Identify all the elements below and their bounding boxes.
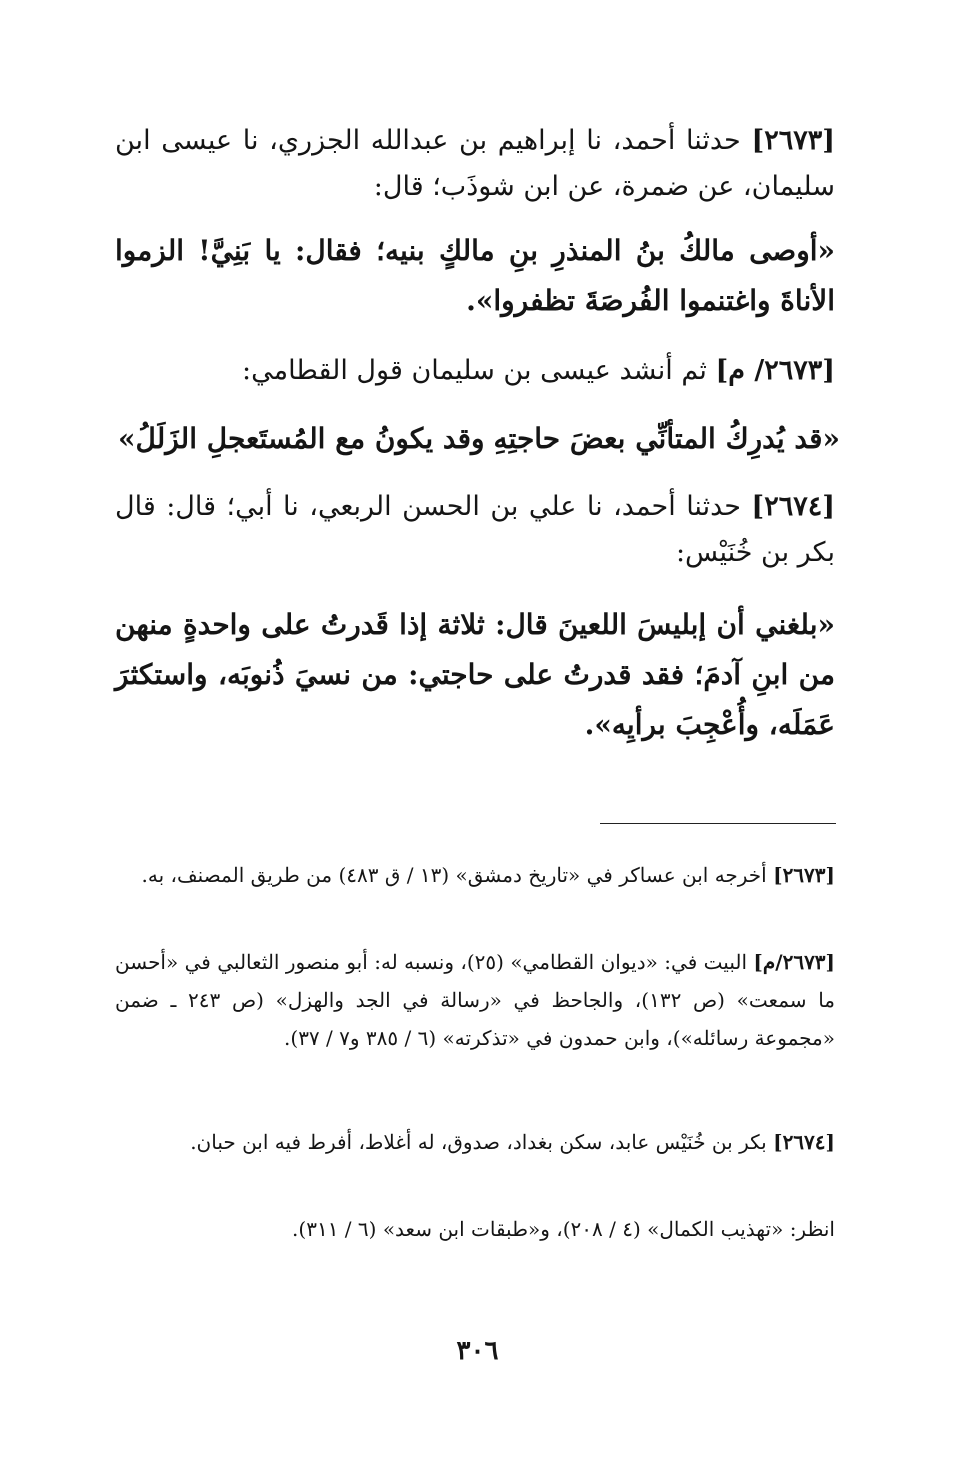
isnad-text: حدثنا أحمد، نا إبراهيم بن عبدالله الجزري، نا عيسى ابن سليمان، عن ضمرة، عن ابن شوذَب؛ قال:: [115, 125, 835, 202]
footnote-number: [٢٦٧٣]: [773, 863, 835, 887]
footnote-2674-refs: [115, 1210, 835, 1248]
quote-iblis: «بلغني أن إبليسَ اللعينَ قال: ثلاثة إذا قَدرتُ على واحدةٍ منهن من ابنِ آدمَ؛ فقد قدرتُ على حاجتي: من نسيَ ذُنوبَه، واستكثرَ عَمَلَه، وأُعْجِبَ برأيِه».: [115, 608, 835, 741]
hadith-number: [٢٦٧٣/ م]: [715, 355, 835, 386]
footnote-2673-m: [115, 943, 835, 1057]
paragraph-2673: [115, 118, 835, 210]
verse-first-hemistich: «قد يُدرِكُ المتأنِّي بعضَ حاجتِهِ: [493, 422, 840, 455]
verse-second-hemistich: وقد يكونُ مع المُستَعجلِ الزَلَلُ»: [118, 422, 485, 455]
footnote-text: البيت في: «ديوان القطامي» (٢٥)، ونسبه له: أبو منصور الثعالبي في «أحسن ما سمعت» (ص ١٣٢)، والجاحظ في «رسالة في الجد والهزل» (ص ٢٤٣ ـ ضمن «مجموعة رسائله»)، وابن حمدون في «تذكرته» (٦ / ٣٨٥ و٧ / ٣٧).: [115, 950, 836, 1050]
isnad-text: حدثنا أحمد، نا علي بن الحسن الربعي، نا أبي؛ قال: قال بكر بن خُنَيْس:: [115, 491, 835, 568]
footnote-2673: [115, 856, 835, 894]
footnote-text: أخرجه ابن عساكر في «تاريخ دمشق» (١٣ / ق ٤٨٣) من طريق المصنف، به.: [141, 863, 774, 887]
quote-malik-ibn-al-mundhir: «أوصى مالكُ بنُ المنذرِ بنِ مالكٍ بنيه؛ فقال: يا بَنِيَّ! الزموا الأناةَ واغتنموا الفُرصَةَ تظفروا».: [115, 234, 835, 317]
paragraph-2673-m: [115, 348, 835, 394]
footnote-text: انظر: «تهذيب الكمال» (٤ / ٢٠٨)، و«طبقات ابن سعد» (٦ / ٣١١).: [292, 1217, 835, 1241]
hadith-number: [٢٦٧٣]: [751, 125, 836, 156]
poetry-verse: [118, 410, 840, 468]
hadith-number: [٢٦٧٤]: [751, 491, 835, 522]
footnote-separator: [600, 823, 836, 824]
paragraph-2674: [115, 484, 835, 576]
isnad-text: ثم أنشد عيسى بن سليمان قول القطامي:: [242, 355, 716, 386]
footnote-text: بكر بن خُنَيْس عابد، سكن بغداد، صدوق، له أغلاط، أفرط فيه ابن حبان.: [190, 1130, 774, 1154]
footnote-number: [٢٦٧٤]: [773, 1130, 835, 1154]
footnote-2674: [115, 1123, 835, 1161]
page-number: ٣٠٦: [456, 1336, 499, 1366]
footnote-number: [٢٦٧٣/م]: [753, 950, 836, 974]
